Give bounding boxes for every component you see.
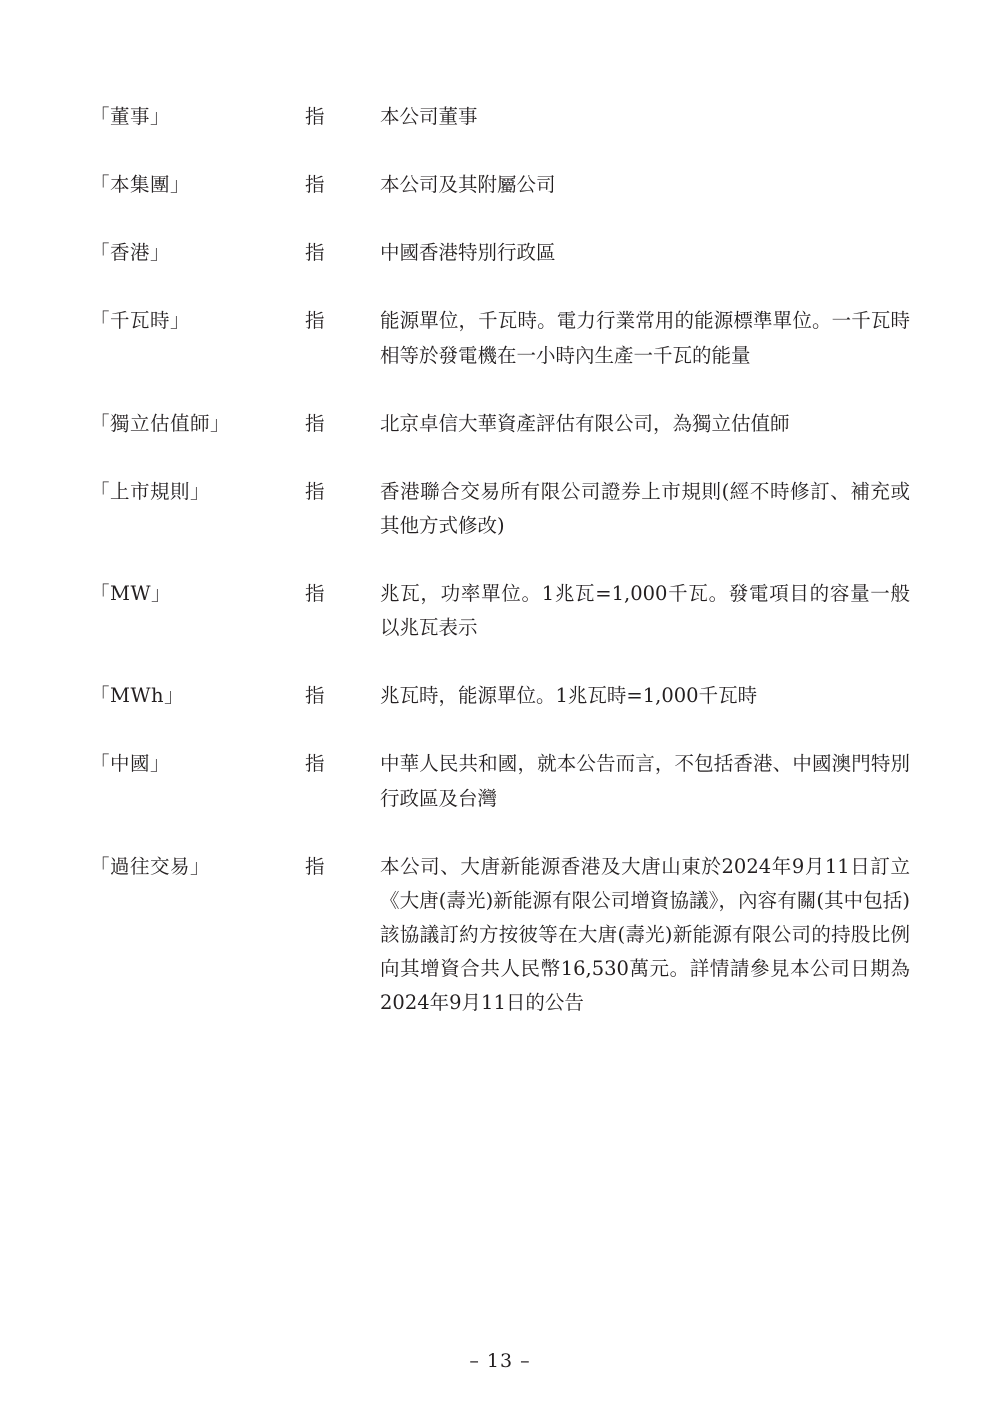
glossary-means: 指 xyxy=(305,752,325,776)
glossary-entry xyxy=(90,747,910,815)
glossary-definition: 兆瓦時，能源單位。1兆瓦時=1,000千瓦時 xyxy=(380,684,758,708)
glossary-means: 指 xyxy=(305,309,325,333)
glossary-means: 指 xyxy=(305,479,325,503)
glossary-term: 「MW」 xyxy=(90,582,172,605)
glossary-means: 指 xyxy=(305,105,325,128)
glossary-entry xyxy=(90,679,910,713)
glossary-means: 指 xyxy=(305,684,325,708)
glossary-definition: 香港聯合交易所有限公司證券上市規則(經不時修訂、補充或其他方式修改) xyxy=(380,479,910,537)
glossary-definition: 本公司及其附屬公司 xyxy=(380,173,556,197)
glossary-term: 「過往交易」 xyxy=(90,854,211,878)
glossary-definition: 本公司、大唐新能源香港及大唐山東於2024年9月11日訂立《大唐(壽光)新能源有限公司增資協議》，內容有關(其中包括)該協議訂約方按彼等在大唐(壽光)新能源有限公司的持股比例向其增資合共人民幣16,530萬元。詳情請參見本公司日期為2024年9月11日的公告 xyxy=(380,854,910,1015)
glossary-term: 「獨立估值師」 xyxy=(90,411,231,435)
glossary-definition: 兆瓦，功率單位。1兆瓦=1,000千瓦。發電項目的容量一般以兆瓦表示 xyxy=(380,582,910,640)
glossary-term: 「香港」 xyxy=(90,241,171,265)
glossary-entry xyxy=(90,850,910,1021)
glossary-list xyxy=(90,100,910,1020)
glossary-entry xyxy=(90,100,910,134)
glossary-term: 「本集團」 xyxy=(90,173,191,197)
glossary-means: 指 xyxy=(305,411,325,435)
glossary-means: 指 xyxy=(305,582,325,605)
glossary-entry xyxy=(90,304,910,372)
page-number: – 13 – xyxy=(469,1350,531,1372)
glossary-term: 「董事」 xyxy=(90,105,171,128)
glossary-definition: 中華人民共和國，就本公告而言，不包括香港、中國澳門特別行政區及台灣 xyxy=(380,752,910,810)
glossary-entry xyxy=(90,475,910,543)
glossary-definition: 中國香港特別行政區 xyxy=(380,241,556,265)
glossary-term: 「上市規則」 xyxy=(90,479,211,503)
glossary-entry xyxy=(90,236,910,270)
glossary-term: 「MWh」 xyxy=(90,684,185,708)
glossary-entry xyxy=(90,577,910,645)
glossary-term: 「千瓦時」 xyxy=(90,309,191,333)
glossary-definition: 能源單位，千瓦時。電力行業常用的能源標準單位。一千瓦時相等於發電機在一小時內生產一千瓦的能量 xyxy=(380,309,910,367)
glossary-entry xyxy=(90,168,910,202)
glossary-means: 指 xyxy=(305,241,325,265)
glossary-term: 「中國」 xyxy=(90,752,171,776)
glossary-definition: 本公司董事 xyxy=(380,105,478,128)
glossary-means: 指 xyxy=(305,854,325,878)
glossary-means: 指 xyxy=(305,173,325,197)
glossary-entry xyxy=(90,407,910,441)
glossary-definition: 北京卓信大華資產評估有限公司，為獨立估值師 xyxy=(380,411,790,435)
